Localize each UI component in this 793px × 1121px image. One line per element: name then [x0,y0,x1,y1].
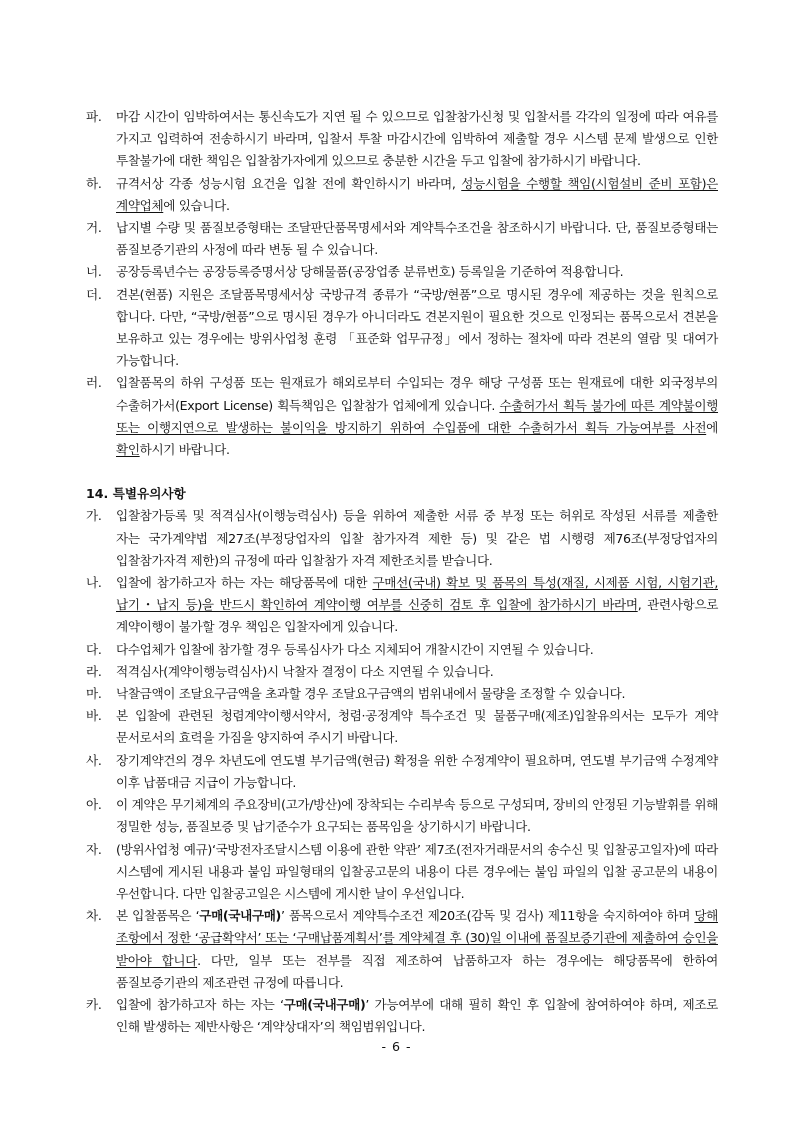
list-item-text [116,639,718,661]
list-item-label: 러. [86,375,102,391]
text-run: 납지별 수량 및 품질보증형태는 조달판단품목명세서와 계약특수조건을 참조하시기 바랍니다. 단, 품질보증형태는 품질보증기관의 사정에 따라 변동 될 수 있습니다. [116,220,718,258]
text-run: 적격심사(계약이행능력심사)시 낙찰자 결정이 다소 지연될 수 있습니다. [116,663,494,679]
text-run: 이 계약은 무기체계의 주요장비(고가/방산)에 장착되는 수리부속 등으로 구성되며, 장비의 안정된 기능발휘를 위해 정밀한 성능, 품질보증 및 납기준수가 요구되는 품목임을 상기하시기 바랍니다. [116,797,718,835]
underlined-text: 구매선(국내) 확보 및 품목의 특성(재질, 시제품 시험, 시험기관, 납기・납지 등)을 반드시 확인하여 계약이행 여부를 신중히 검토 후 입찰에 참가하시기 바라며 [116,575,718,613]
underlined-text: 당해 조항에서 정한 ‘공급확약서’ 또는 ‘구매납품계획서’를 계약체결 후 (30)일 이내에 품질보증기관에 제출하여 승인을 받아야 합니다 [116,908,718,968]
section-spacer [86,461,718,483]
underlined-text: 수출허가서 획득 불가에 따른 계약불이행 또는 이행지연으로 발생하는 불이익을 방지하기 위하여 수입품에 대한 수출허가서 획득 가능여부를 사전 [116,397,719,435]
list-item [86,794,718,838]
list-item-label: 너. [86,264,102,280]
text-run: 다수업체가 입찰에 참가할 경우 등록심사가 다소 지체되어 개찰시간이 지연될 수 있습니다. [116,641,594,657]
text-run: 낙찰금액이 조달요구금액을 초과할 경우 조달요구금액의 범위내에서 물량을 조정할 수 있습니다. [116,686,626,702]
list-item [86,173,718,217]
list-item-label: 라. [86,663,102,679]
list-item-label: 마. [86,686,102,702]
list-item-text [116,505,718,572]
text-run: , 관련사항으로 계약이행이 불가할 경우 책임은 입찰자에게 있습니다. [116,597,719,635]
list-item-text [116,284,718,373]
list-item-label: 사. [86,752,102,768]
list-item [86,106,718,173]
list-item [86,572,718,639]
list-item-label: 파. [86,109,102,124]
text-run: 입찰참가등록 및 적격심사(이행능력심사) 등을 위하여 제출한 서류 중 부정 또는 허위로 작성된 서류를 제출한 자는 국가계약법 제27조(부정당업자의 입찰 참가자격 제한 등) 및 같은 법 시행령 제76조(부정당업자의 입찰참가자격 제한)의 규정에 따라 입찰참가 자격 제한조치를 받습니다. [116,508,718,568]
text-run: (방위사업청 예규)‘국방전자조달시스템 이용에 관한 약관’ 제7조(전자거래문서의 송수신 및 입찰공고일자)에 따라 시스템에 게시된 내용과 붙임 파일형태의 입찰공고문의 내용이 다른 경우에는 붙임 파일의 입찰 공고문의 내용이 우선합니다. 다만 입찰공고일은 시스템에 게시한 날이 우선입니다. [116,841,718,901]
list-item-text [116,794,718,838]
text-run: ’ 가능여부에 대해 필히 확인 후 입찰에 참여하여야 하며, 제조로 인해 발생하는 제반사항은 ‘계약상대자’의 책임범위입니다. [116,996,718,1035]
bold-text: 구매(국내구매) [283,996,366,1012]
list-item-text [116,261,718,283]
list-item [86,905,718,994]
text-run: 입찰에 참가하고자 하는 자는 ‘ [116,996,284,1012]
list-item-text [116,683,718,705]
list-item-text [116,839,718,906]
list-item [86,505,718,572]
list-item [86,217,718,261]
list-item-label: 자. [86,841,102,857]
list-item [86,284,718,373]
list-item-label: 차. [86,908,102,924]
list-item-label: 나. [86,575,102,591]
section-14-title: 14. 특별유의사항 [86,486,186,502]
text-run: 입찰품목의 하위 구성품 또는 원재료가 해외로부터 수입되는 경우 해당 구성품 또는 원재료에 대한 외국정부의 수출허가서(Export License) 획득책임은 입찰참가 업체에게 있습니다. [116,375,718,413]
list-item-text [116,750,718,794]
list-item-label: 카. [86,996,102,1012]
text-run: 본 입찰품목은 ‘ [116,908,200,924]
list-item-label: 거. [86,220,102,236]
list-item-text [116,572,718,639]
list-item [86,839,718,906]
list-item-text [116,173,718,217]
text-run: 에 있습니다. [163,197,230,213]
underlined-text: 성능시험을 수행할 책임(시험설비 준비 포함)은 계약업체 [116,175,718,213]
list-item [86,661,718,683]
text-run: 에 [706,419,718,435]
list-item-text [116,905,718,994]
list-item-label: 하. [86,175,102,191]
list-item [86,639,718,661]
list-item [86,683,718,705]
document-content [86,106,718,1038]
section-14-items [86,505,718,1038]
list-item [86,372,718,461]
text-run: 본 입찰에 관련된 청렴계약이행서약서, 청렴·공정계약 특수조건 및 물품구매(제조)입찰유의서는 모두가 계약 문서로서의 효력을 가짐을 양지하여 주시기 바랍니다. [116,708,718,746]
text-run: 장기계약건의 경우 차년도에 연도별 부기금액(현금) 확정을 위한 수정계약이 필요하며, 연도별 부기금액 수정계약 이후 납품대금 지급이 가능합니다. [116,752,718,790]
section-13-items [86,106,718,461]
text-run: 입찰에 참가하고자 하는 자는 해당품목에 대한 [116,575,373,591]
list-item-label: 가. [86,508,102,524]
text-run: ’ 품목으로서 계약특수조건 제20조(감독 및 검사) 제11항을 숙지하여야 하며 [280,908,695,924]
bold-text: 구매(국내구매) [199,908,281,924]
list-item-text [116,217,718,261]
list-item-label: 아. [86,797,102,813]
list-item [86,994,718,1038]
list-item-label: 다. [86,641,102,657]
list-item-text [116,705,718,749]
list-item-text [116,106,718,173]
list-item-text [116,661,718,683]
text-run: . 다만, 일부 또는 전부를 직접 제조하여 납품하고자 하는 경우에는 해당품목에 한하여 품질보증기관의 제조관련 규정에 따릅니다. [116,952,718,990]
text-run: 마감 시간이 임박하여서는 통신속도가 지연 될 수 있으므로 입찰참가신청 및 입찰서를 각각의 일정에 따라 여유를 가지고 입력하여 전송하시기 바라며, 입찰서 투찰 마감시간에 임박하여 제출할 경우 시스템 문제 발생으로 인한 투찰불가에 대한 책임은 입찰참가자에게 있으므로 충분한 시간을 두고 입찰에 참가하시기 바랍니다. [116,109,718,169]
underlined-text: 확인 [116,442,140,458]
list-item-text [116,372,718,461]
list-item [86,705,718,749]
list-item-label: 더. [86,286,102,302]
text-run: 하시기 바랍니다. [139,442,230,458]
list-item [86,261,718,283]
text-run: 견본(현품) 지원은 조달품목명세서상 국방규격 종류가 “국방/현품”으로 명시된 경우에 제공하는 것을 원칙으로 합니다. 다만, “국방/현품”으로 명시된 경우가 아니더라도 견본지원이 필요한 것으로 인정되는 품목으로서 견본을 보유하고 있는 경우에는 방위사업청 훈령 「표준화 업무규정」에서 정하는 절차에 따라 견본의 열람 및 대여가 가능합니다. [116,286,718,369]
text-run: 규격서상 각종 성능시험 요건을 입찰 전에 확인하시기 바라며, [116,175,462,191]
list-item-text [116,994,718,1038]
text-run: 공장등록년수는 공장등록증명서상 당해물품(공장업종 분류번호) 등록일을 기준하여 적용합니다. [116,264,624,280]
list-item [86,750,718,794]
list-item-label: 바. [86,708,102,724]
page-number: - 6 - [381,1039,412,1054]
